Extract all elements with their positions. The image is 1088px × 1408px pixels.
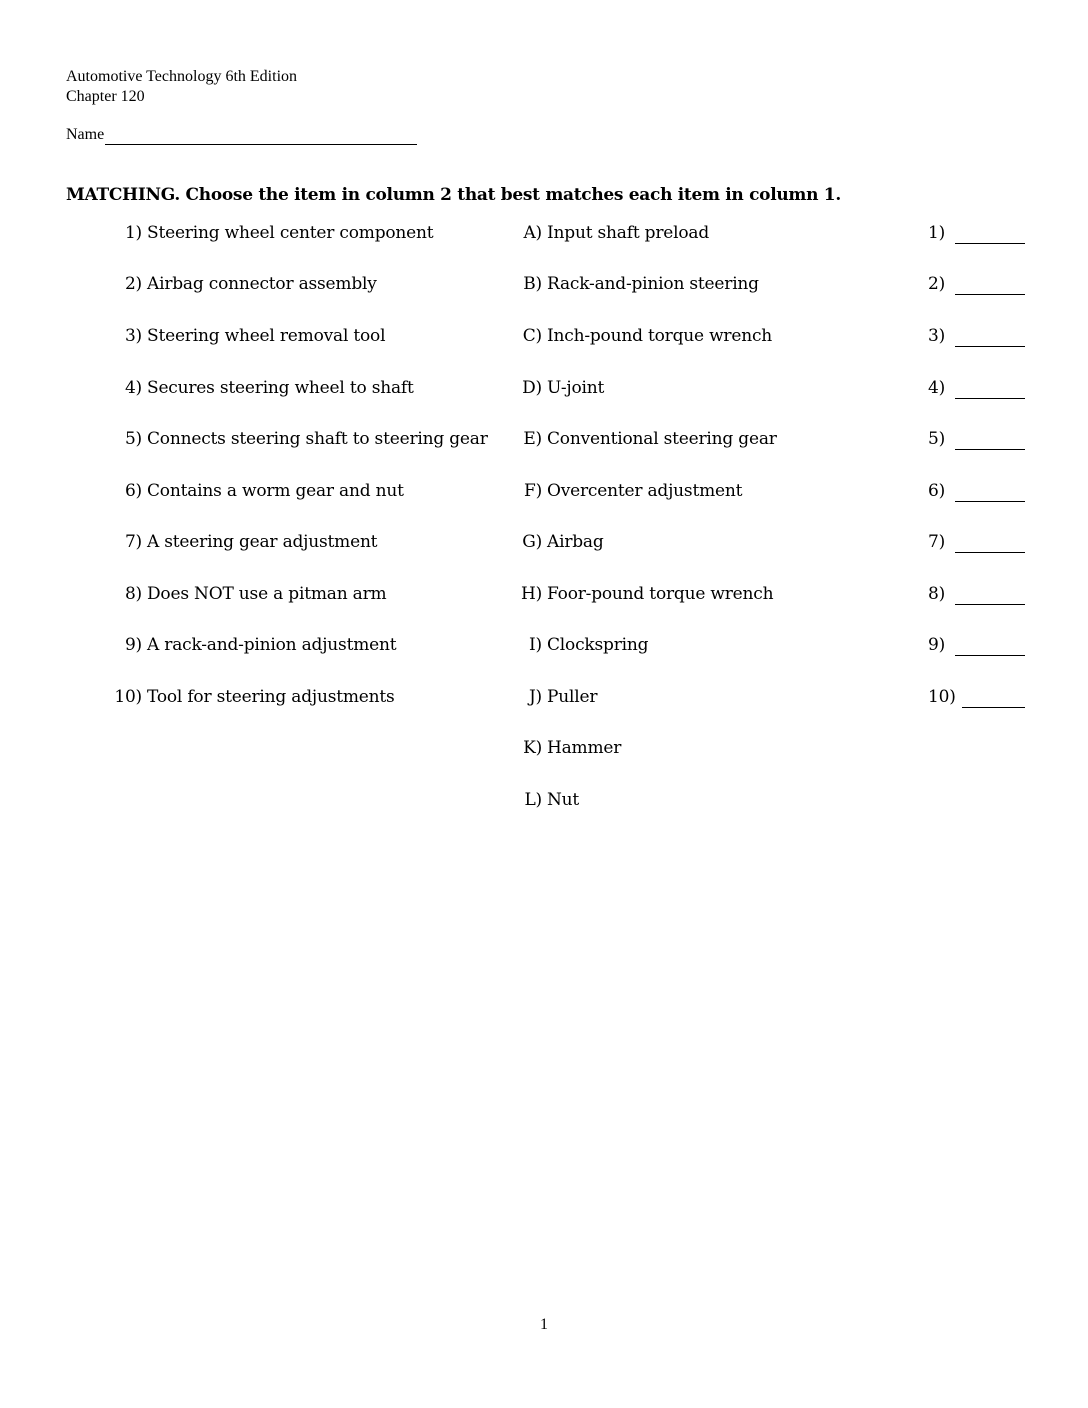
choice-letter: C) bbox=[522, 326, 542, 346]
answer-number: 1) bbox=[928, 223, 946, 243]
name-field-row bbox=[66, 125, 417, 145]
question-number: 7) bbox=[124, 532, 142, 552]
choice-letter: L) bbox=[524, 790, 542, 810]
answer-blank[interactable] bbox=[962, 707, 1025, 708]
answer-blank[interactable] bbox=[955, 243, 1025, 244]
matching-row-9 bbox=[0, 635, 1088, 659]
question-number: 6) bbox=[124, 481, 142, 501]
question-text: Does NOT use a pitman arm bbox=[147, 584, 387, 604]
choice-text: Airbag bbox=[547, 532, 604, 552]
question-text: Airbag connector assembly bbox=[147, 274, 377, 294]
answer-number: 8) bbox=[928, 584, 946, 604]
answer-number: 6) bbox=[928, 481, 946, 501]
choice-letter: I) bbox=[529, 635, 542, 655]
name-label: Name bbox=[66, 126, 105, 143]
question-number: 10) bbox=[114, 687, 142, 707]
answer-blank[interactable] bbox=[955, 655, 1025, 656]
answer-number: 5) bbox=[928, 429, 946, 449]
answer-number: 2) bbox=[928, 274, 946, 294]
choice-text: Nut bbox=[547, 790, 580, 810]
choice-text: Puller bbox=[547, 687, 598, 707]
matching-row-6 bbox=[0, 481, 1088, 505]
question-text: Connects steering shaft to steering gear bbox=[147, 429, 488, 449]
question-number: 4) bbox=[124, 378, 142, 398]
matching-row-2 bbox=[0, 274, 1088, 298]
question-number: 2) bbox=[124, 274, 142, 294]
question-number: 9) bbox=[124, 635, 142, 655]
choice-text: Clockspring bbox=[547, 635, 649, 655]
answer-blank[interactable] bbox=[955, 294, 1025, 295]
choice-letter: G) bbox=[522, 532, 542, 552]
choice-letter: H) bbox=[520, 584, 542, 604]
answer-blank[interactable] bbox=[955, 449, 1025, 450]
name-blank-line[interactable] bbox=[105, 126, 417, 145]
answer-blank[interactable] bbox=[955, 552, 1025, 553]
book-title: Automotive Technology 6th Edition bbox=[66, 68, 298, 85]
choice-text: Hammer bbox=[547, 738, 622, 758]
matching-row-8 bbox=[0, 584, 1088, 608]
matching-row-12 bbox=[0, 790, 1088, 814]
question-number: 8) bbox=[124, 584, 142, 604]
answer-number: 7) bbox=[928, 532, 946, 552]
question-text: Steering wheel removal tool bbox=[147, 326, 386, 346]
choice-letter: D) bbox=[522, 378, 542, 398]
choice-text: Overcenter adjustment bbox=[547, 481, 743, 501]
chapter-label: Chapter 120 bbox=[66, 88, 145, 105]
matching-row-11 bbox=[0, 738, 1088, 762]
answer-blank[interactable] bbox=[955, 604, 1025, 605]
question-number: 1) bbox=[124, 223, 142, 243]
matching-row-3 bbox=[0, 326, 1088, 350]
question-number: 5) bbox=[124, 429, 142, 449]
answer-blank[interactable] bbox=[955, 346, 1025, 347]
matching-row-10 bbox=[0, 687, 1088, 711]
matching-instructions: MATCHING. Choose the item in column 2 that best matches each item in column 1. bbox=[66, 185, 841, 205]
choice-letter: E) bbox=[523, 429, 542, 449]
question-text: A steering gear adjustment bbox=[147, 532, 378, 552]
question-text: Secures steering wheel to shaft bbox=[147, 378, 414, 398]
choice-text: Input shaft preload bbox=[547, 223, 710, 243]
choice-letter: K) bbox=[523, 738, 542, 758]
choice-text: U-joint bbox=[547, 378, 605, 398]
choice-letter: J) bbox=[528, 687, 542, 707]
answer-number: 10) bbox=[928, 687, 956, 707]
matching-row-7 bbox=[0, 532, 1088, 556]
answer-blank[interactable] bbox=[955, 398, 1025, 399]
choice-text: Rack-and-pinion steering bbox=[547, 274, 759, 294]
answer-blank[interactable] bbox=[955, 501, 1025, 502]
choice-text: Inch-pound torque wrench bbox=[547, 326, 773, 346]
matching-row-5 bbox=[0, 429, 1088, 453]
question-number: 3) bbox=[124, 326, 142, 346]
answer-number: 3) bbox=[928, 326, 946, 346]
matching-row-4 bbox=[0, 378, 1088, 402]
question-text: A rack-and-pinion adjustment bbox=[147, 635, 397, 655]
question-text: Tool for steering adjustments bbox=[147, 687, 395, 707]
choice-letter: F) bbox=[523, 481, 542, 501]
choice-letter: A) bbox=[523, 223, 542, 243]
page-number: 1 bbox=[540, 1316, 548, 1333]
answer-number: 9) bbox=[928, 635, 946, 655]
matching-row-1 bbox=[0, 223, 1088, 247]
question-text: Contains a worm gear and nut bbox=[147, 481, 404, 501]
choice-text: Foor-pound torque wrench bbox=[547, 584, 774, 604]
choice-text: Conventional steering gear bbox=[547, 429, 777, 449]
choice-letter: B) bbox=[523, 274, 542, 294]
question-text: Steering wheel center component bbox=[147, 223, 434, 243]
answer-number: 4) bbox=[928, 378, 946, 398]
